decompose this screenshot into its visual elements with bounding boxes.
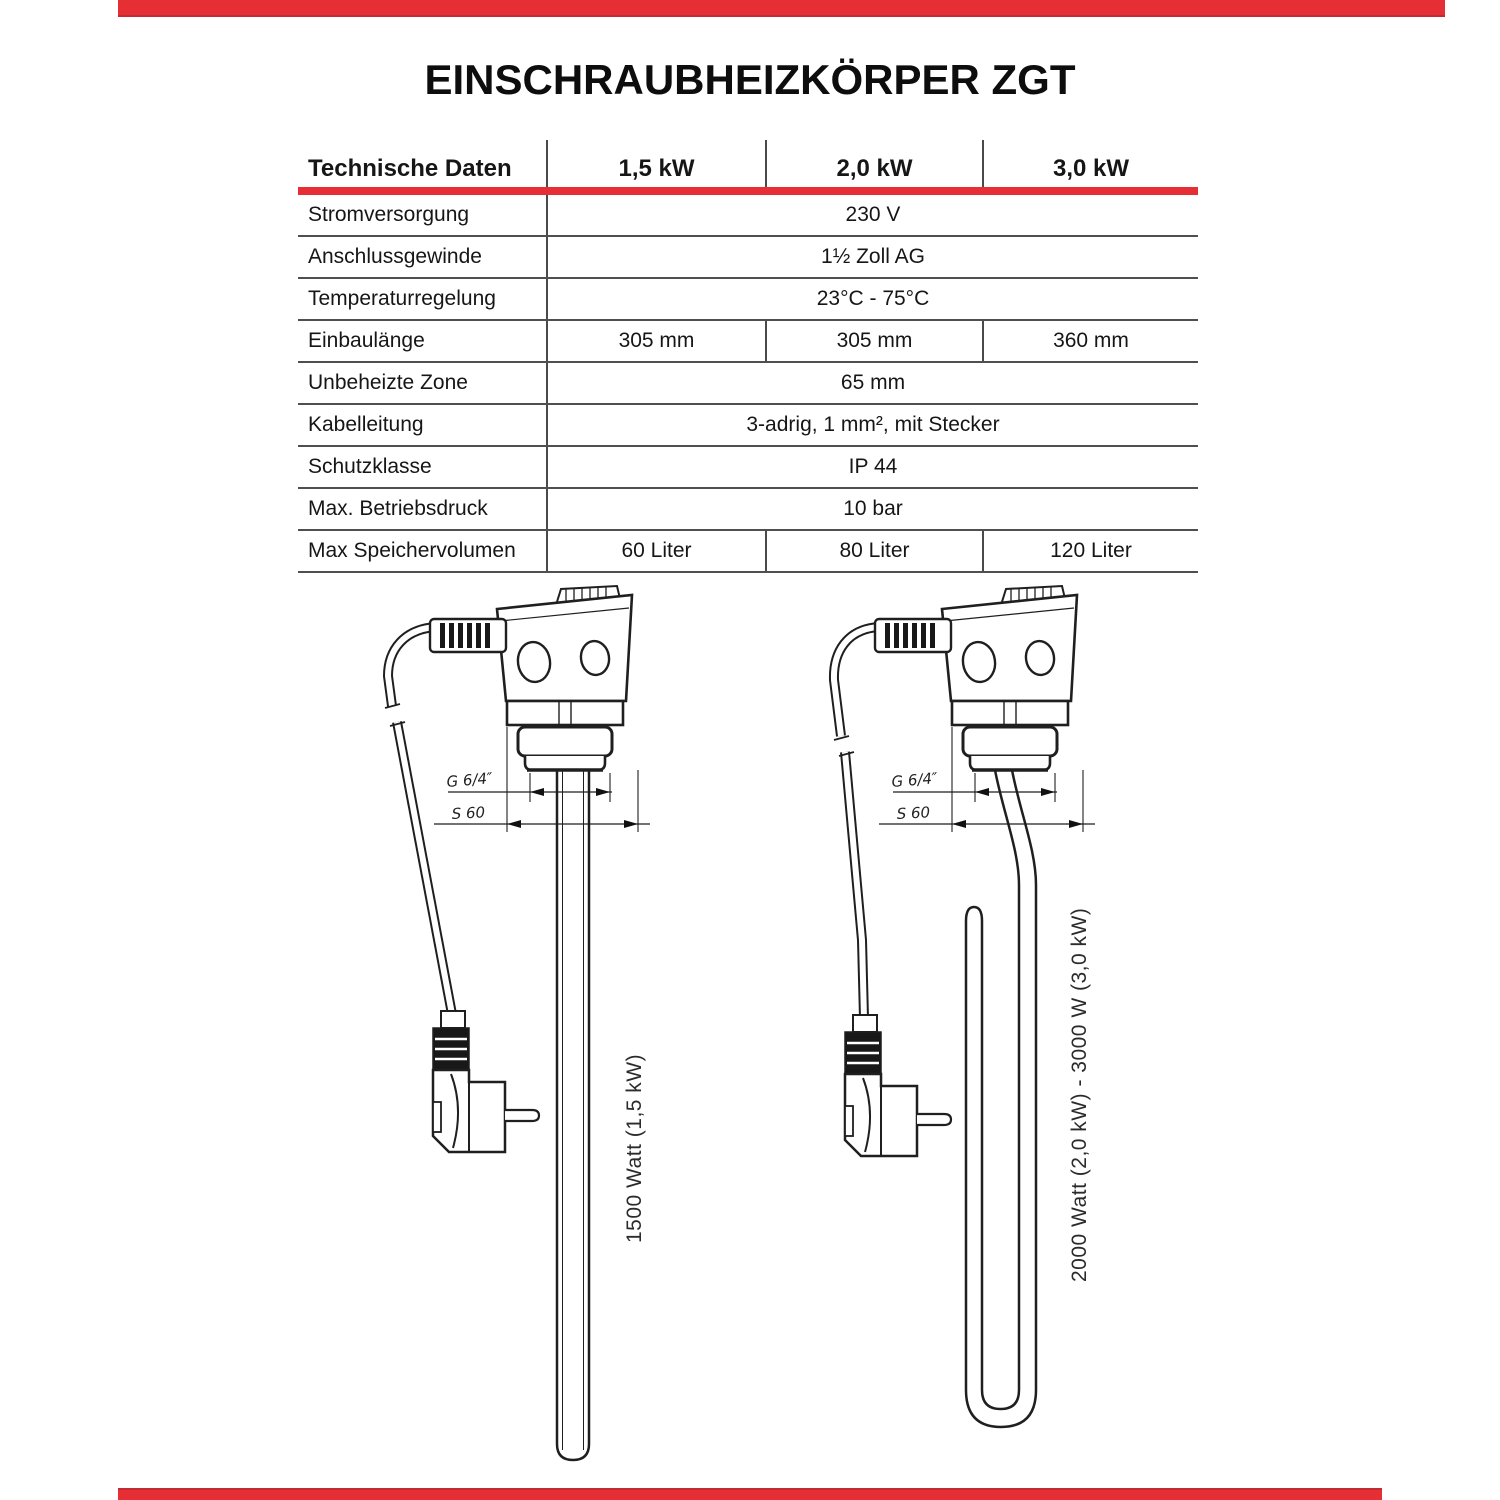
column-header-15kw: 1,5 kW [546,140,765,187]
heater-head-right [875,586,1095,832]
power-rating-label-left: 1500 Watt (1,5 kW) [623,1053,646,1243]
wrench-dimension-label-right: S 60 [896,803,931,823]
row-label: Einbaulänge [308,329,425,352]
row-value: 65 mm [546,363,1198,403]
row-value: 120 Liter [982,531,1198,571]
row-value: 23°C - 75°C [546,279,1198,319]
schuko-plug-left [433,1011,539,1152]
row-label: Schutzklasse [308,455,432,478]
row-label: Stromversorgung [308,203,470,226]
row-value: 3-adrig, 1 mm², mit Stecker [546,405,1198,445]
row-label: Temperaturregelung [308,287,496,310]
row-label: Unbeheizte Zone [308,371,468,394]
row-label: Max. Betriebsdruck [308,497,488,520]
row-value: 60 Liter [546,531,765,571]
row-value: IP 44 [546,447,1198,487]
wrench-dimension-label-left: S 60 [451,803,486,823]
row-value: 360 mm [982,321,1198,361]
column-header-20kw: 2,0 kW [765,140,982,187]
row-value: 80 Liter [765,531,982,571]
column-header-30kw: 3,0 kW [982,140,1198,187]
page-title: EINSCHRAUBHEIZKÖRPER ZGT [424,56,1076,103]
row-value: 305 mm [765,321,982,361]
row-label: Anschlussgewinde [308,245,482,268]
thread-dimension-label-left: G 6/4″ [445,769,494,791]
bottom-red-band [118,1488,1382,1500]
table-header-label: Technische Daten [308,155,512,182]
row-value: 10 bar [546,489,1198,529]
power-rating-label-right: 2000 Watt (2,0 kW) - 3000 W (3,0 kW) [1068,907,1091,1282]
row-value: 230 V [546,195,1198,235]
row-label: Max Speichervolumen [308,539,516,562]
row-label: Kabelleitung [308,413,424,436]
power-cable-left [385,627,452,1014]
schuko-plug-right [845,1015,951,1156]
heating-loop-right [966,770,1036,1427]
power-cable-right [834,627,879,1018]
row-value: 1½ Zoll AG [546,237,1198,277]
thread-dimension-label-right: G 6/4″ [890,769,939,791]
heating-rod-left [557,770,589,1460]
heater-head-left [430,586,650,832]
row-value: 305 mm [546,321,765,361]
